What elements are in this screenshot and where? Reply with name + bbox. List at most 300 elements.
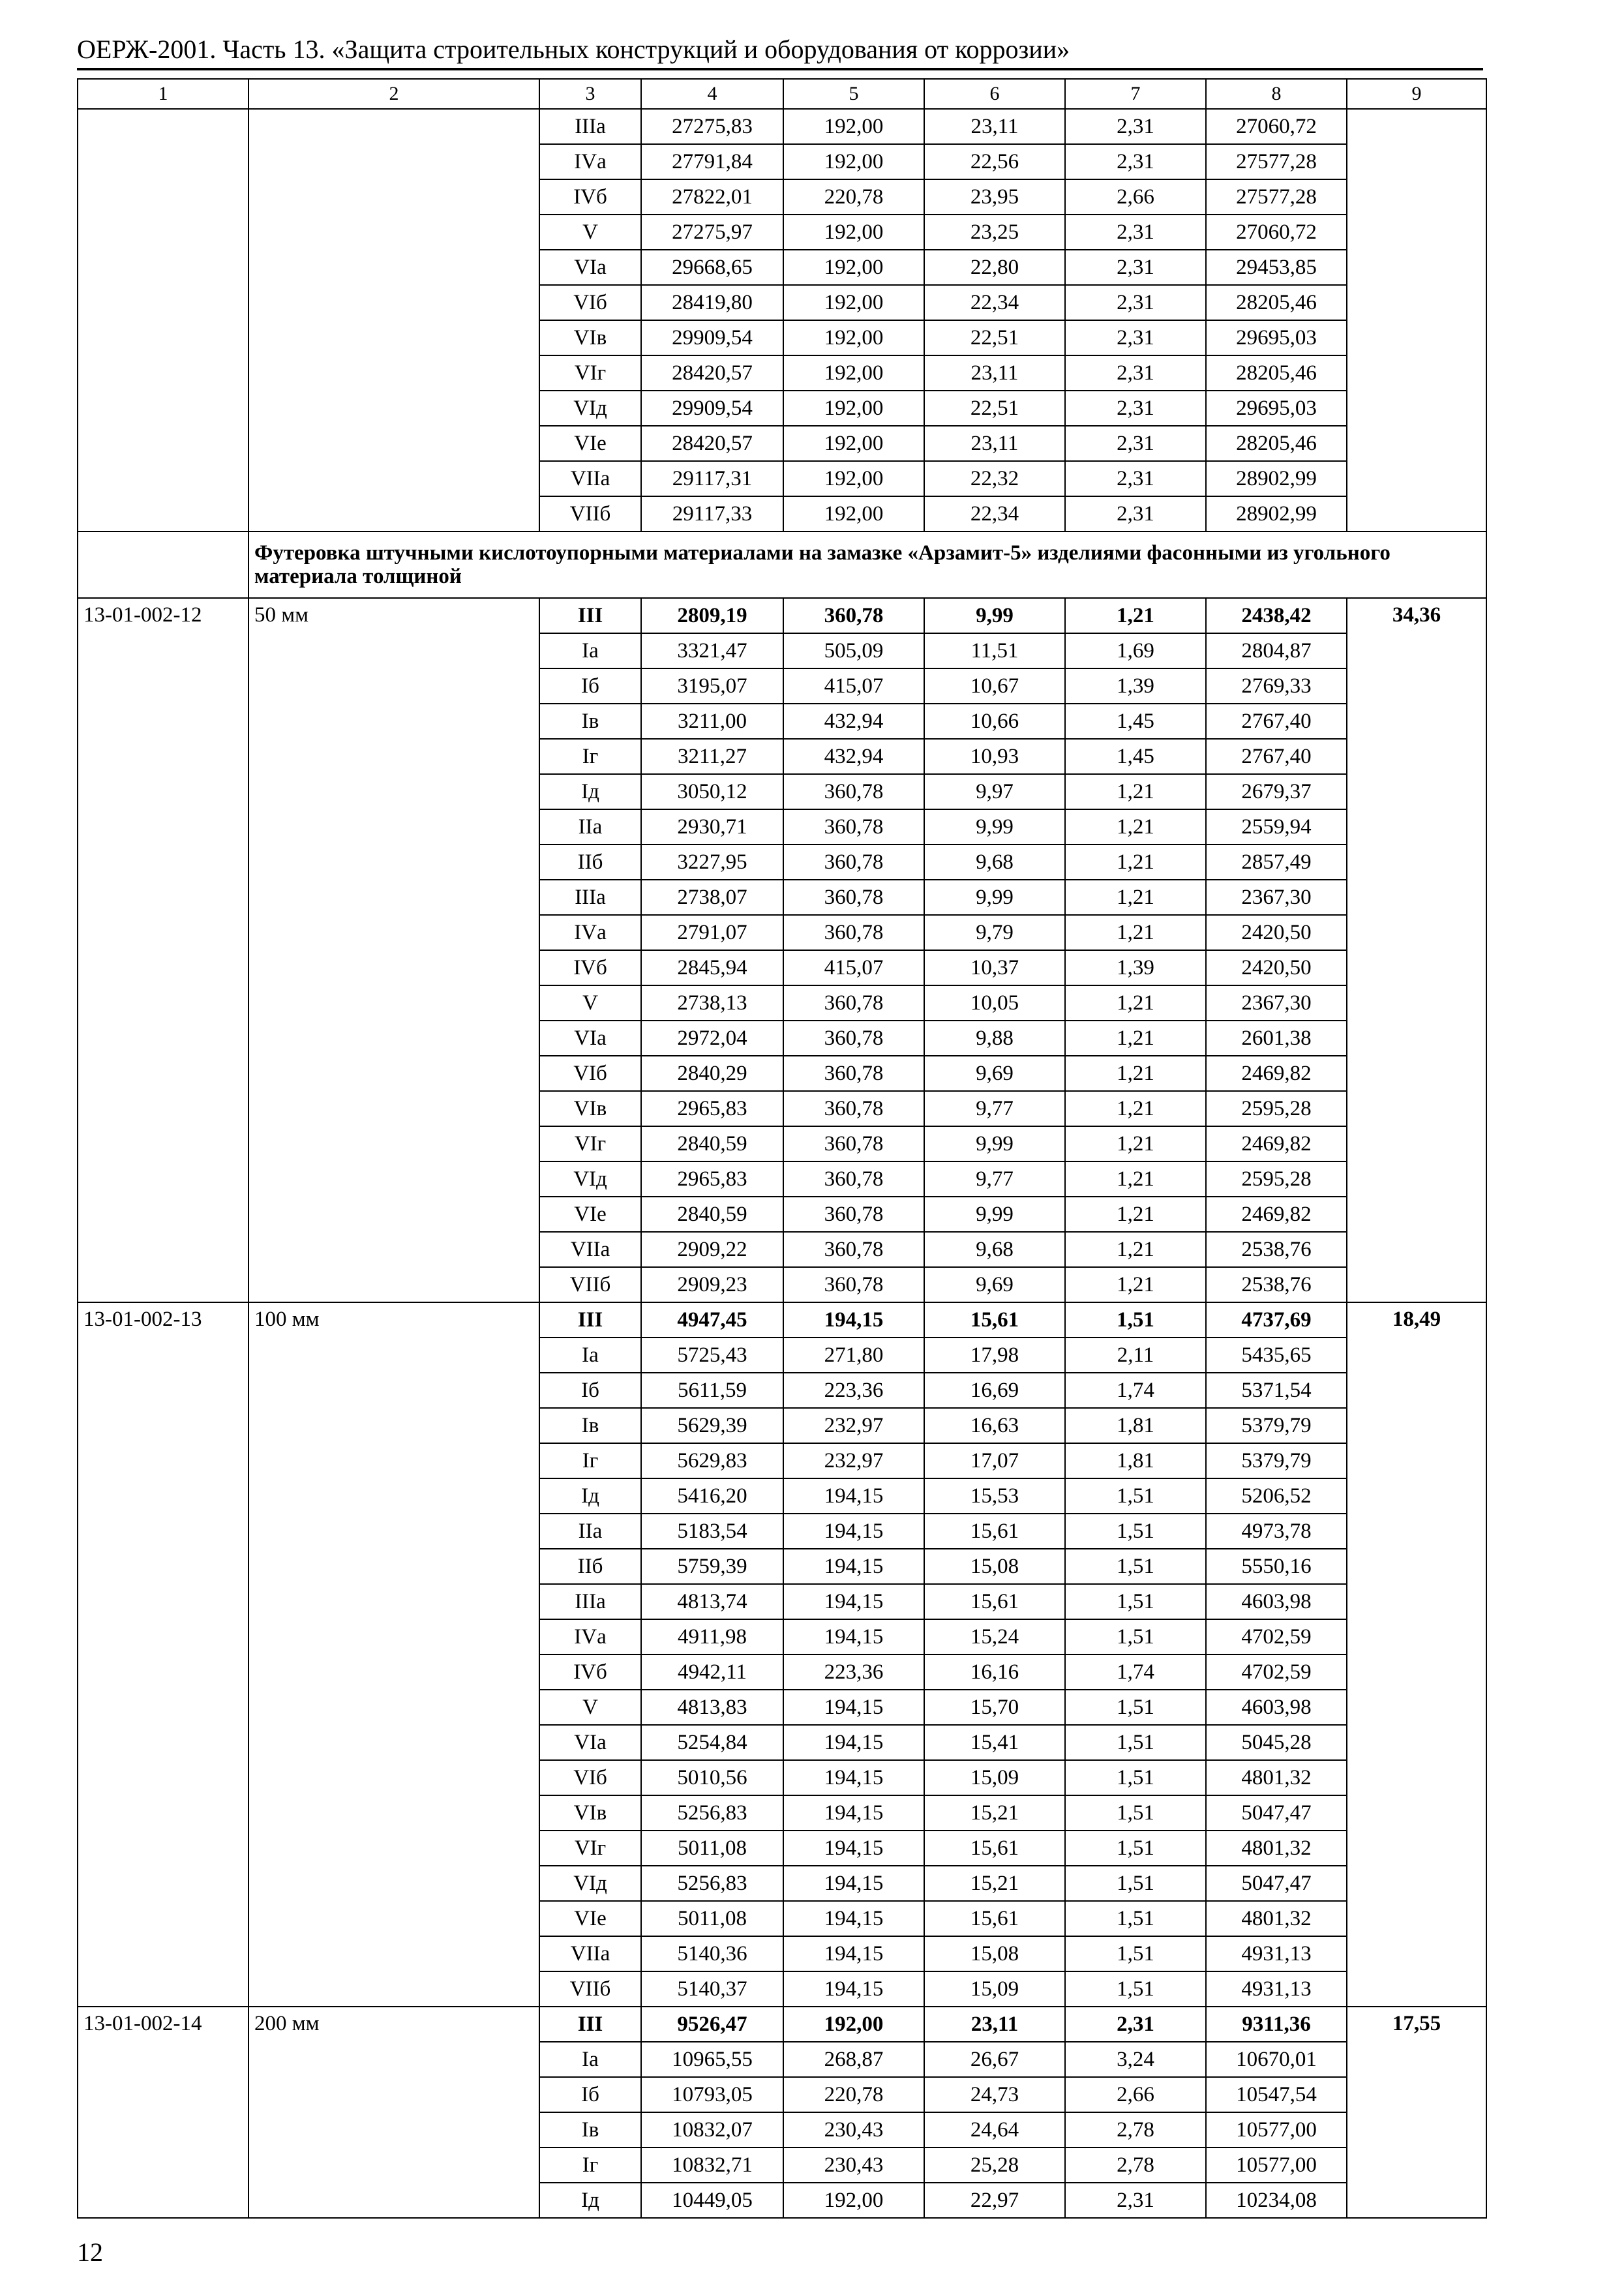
value-cell: 10832,07 bbox=[641, 2112, 783, 2147]
value-cell: 4931,13 bbox=[1206, 1971, 1347, 2007]
zone-code-cell: V bbox=[539, 1690, 641, 1725]
value-cell: 5254,84 bbox=[641, 1725, 783, 1760]
zone-code-cell: VIд bbox=[539, 391, 641, 426]
value-cell: 2601,38 bbox=[1206, 1021, 1347, 1056]
value-cell: 29117,31 bbox=[641, 461, 783, 496]
value-cell: 9,69 bbox=[924, 1056, 1065, 1091]
value-cell: 5371,54 bbox=[1206, 1373, 1347, 1408]
value-cell: 15,08 bbox=[924, 1936, 1065, 1971]
zone-code-cell: IIа bbox=[539, 1514, 641, 1549]
column-number-cell: 2 bbox=[248, 79, 539, 109]
value-cell: 2595,28 bbox=[1206, 1091, 1347, 1126]
rate-code: 13-01-002-12 bbox=[78, 598, 248, 1302]
value-cell: 4702,59 bbox=[1206, 1619, 1347, 1654]
value-cell: 1,51 bbox=[1065, 1302, 1206, 1338]
value-cell: 9,99 bbox=[924, 880, 1065, 915]
value-cell: 26,67 bbox=[924, 2042, 1065, 2077]
zone-code-cell: Iб bbox=[539, 1373, 641, 1408]
zone-code-cell: Iа bbox=[539, 2042, 641, 2077]
value-cell: 24,73 bbox=[924, 2077, 1065, 2112]
value-cell: 1,74 bbox=[1065, 1373, 1206, 1408]
column-number-cell: 3 bbox=[539, 79, 641, 109]
zone-code-cell: Iб bbox=[539, 668, 641, 704]
value-cell: 5010,56 bbox=[641, 1760, 783, 1795]
value-cell: 2,31 bbox=[1065, 355, 1206, 391]
zone-code-cell: IVб bbox=[539, 179, 641, 215]
value-cell: 2809,19 bbox=[641, 598, 783, 633]
value-cell: 10,37 bbox=[924, 950, 1065, 985]
value-cell: 2909,23 bbox=[641, 1267, 783, 1302]
value-cell: 23,95 bbox=[924, 179, 1065, 215]
value-cell: 192,00 bbox=[783, 109, 924, 144]
value-cell: 1,51 bbox=[1065, 1795, 1206, 1831]
value-cell: 2,78 bbox=[1065, 2147, 1206, 2183]
value-cell: 2420,50 bbox=[1206, 950, 1347, 985]
table-row bbox=[78, 109, 1486, 144]
value-cell: 220,78 bbox=[783, 2077, 924, 2112]
value-cell: 2840,59 bbox=[641, 1197, 783, 1232]
value-cell: 360,78 bbox=[783, 1021, 924, 1056]
zone-code-cell: Iг bbox=[539, 1443, 641, 1478]
value-cell: 4801,32 bbox=[1206, 1901, 1347, 1936]
value-cell: 16,16 bbox=[924, 1654, 1065, 1690]
value-cell: 220,78 bbox=[783, 179, 924, 215]
value-cell: 2,31 bbox=[1065, 250, 1206, 285]
zone-code-cell: Iд bbox=[539, 774, 641, 809]
value-cell: 1,21 bbox=[1065, 845, 1206, 880]
value-cell: 2,78 bbox=[1065, 2112, 1206, 2147]
value-cell: 223,36 bbox=[783, 1654, 924, 1690]
value-cell: 28902,99 bbox=[1206, 496, 1347, 531]
value-cell: 194,15 bbox=[783, 1619, 924, 1654]
value-cell: 15,61 bbox=[924, 1514, 1065, 1549]
value-cell: 15,61 bbox=[924, 1584, 1065, 1619]
value-cell: 194,15 bbox=[783, 1690, 924, 1725]
column-number-cell: 6 bbox=[924, 79, 1065, 109]
rates-table bbox=[77, 78, 1487, 2219]
value-cell: 2840,29 bbox=[641, 1056, 783, 1091]
value-cell: 2,31 bbox=[1065, 144, 1206, 179]
value-cell: 22,80 bbox=[924, 250, 1065, 285]
value-cell: 1,21 bbox=[1065, 915, 1206, 950]
code-cell-empty bbox=[78, 109, 248, 531]
column-number-cell: 5 bbox=[783, 79, 924, 109]
value-cell: 5256,83 bbox=[641, 1795, 783, 1831]
value-cell: 360,78 bbox=[783, 774, 924, 809]
value-cell: 15,61 bbox=[924, 1302, 1065, 1338]
value-cell: 23,11 bbox=[924, 426, 1065, 461]
zone-code-cell: Iд bbox=[539, 1478, 641, 1514]
value-cell: 2,66 bbox=[1065, 2077, 1206, 2112]
value-cell: 2840,59 bbox=[641, 1126, 783, 1161]
value-cell: 2767,40 bbox=[1206, 739, 1347, 774]
zone-code-cell: VIд bbox=[539, 1866, 641, 1901]
value-cell: 15,61 bbox=[924, 1831, 1065, 1866]
value-cell: 360,78 bbox=[783, 1232, 924, 1267]
zone-code-cell: VIIб bbox=[539, 1971, 641, 2007]
value-cell: 2595,28 bbox=[1206, 1161, 1347, 1197]
value-cell: 192,00 bbox=[783, 461, 924, 496]
value-cell: 27275,83 bbox=[641, 109, 783, 144]
value-cell: 29909,54 bbox=[641, 320, 783, 355]
value-cell: 1,21 bbox=[1065, 774, 1206, 809]
zone-code-cell: VIа bbox=[539, 1725, 641, 1760]
zone-code-cell: VIа bbox=[539, 250, 641, 285]
value-cell: 360,78 bbox=[783, 1091, 924, 1126]
value-cell: 28902,99 bbox=[1206, 461, 1347, 496]
value-cell: 360,78 bbox=[783, 880, 924, 915]
value-cell: 2559,94 bbox=[1206, 809, 1347, 845]
value-cell: 9,68 bbox=[924, 845, 1065, 880]
value-cell: 29453,85 bbox=[1206, 250, 1347, 285]
value-cell: 11,51 bbox=[924, 633, 1065, 668]
value-cell: 2,31 bbox=[1065, 285, 1206, 320]
thickness-label: 50 мм bbox=[248, 598, 539, 1302]
value-cell: 4911,98 bbox=[641, 1619, 783, 1654]
value-cell: 10670,01 bbox=[1206, 2042, 1347, 2077]
value-cell: 1,51 bbox=[1065, 1619, 1206, 1654]
value-cell: 1,51 bbox=[1065, 1478, 1206, 1514]
value-cell: 3211,27 bbox=[641, 739, 783, 774]
value-cell: 1,21 bbox=[1065, 985, 1206, 1021]
value-cell: 22,56 bbox=[924, 144, 1065, 179]
value-cell: 29695,03 bbox=[1206, 391, 1347, 426]
value-cell: 360,78 bbox=[783, 1056, 924, 1091]
value-cell: 4603,98 bbox=[1206, 1584, 1347, 1619]
value-cell: 192,00 bbox=[783, 250, 924, 285]
value-cell: 10793,05 bbox=[641, 2077, 783, 2112]
value-cell: 360,78 bbox=[783, 985, 924, 1021]
value-cell: 2845,94 bbox=[641, 950, 783, 985]
value-cell: 2367,30 bbox=[1206, 985, 1347, 1021]
zone-code-cell: III bbox=[539, 2007, 641, 2042]
value-cell: 27060,72 bbox=[1206, 109, 1347, 144]
value-cell: 9526,47 bbox=[641, 2007, 783, 2042]
value-cell: 194,15 bbox=[783, 1901, 924, 1936]
value-cell: 9,79 bbox=[924, 915, 1065, 950]
value-cell: 16,63 bbox=[924, 1408, 1065, 1443]
rate-code: 13-01-002-14 bbox=[78, 2007, 248, 2218]
value-cell: 27060,72 bbox=[1206, 215, 1347, 250]
zone-code-cell: IVа bbox=[539, 1619, 641, 1654]
value-cell: 1,51 bbox=[1065, 1831, 1206, 1866]
value-cell: 3050,12 bbox=[641, 774, 783, 809]
zone-code-cell: VIг bbox=[539, 1831, 641, 1866]
value-cell: 232,97 bbox=[783, 1443, 924, 1478]
value-cell: 23,11 bbox=[924, 2007, 1065, 2042]
zone-code-cell: IIб bbox=[539, 1549, 641, 1584]
value-cell: 5183,54 bbox=[641, 1514, 783, 1549]
value-cell: 5611,59 bbox=[641, 1373, 783, 1408]
value-cell: 23,11 bbox=[924, 109, 1065, 144]
rate-code: 13-01-002-13 bbox=[78, 1302, 248, 2007]
value-cell: 22,51 bbox=[924, 391, 1065, 426]
value-cell: 5011,08 bbox=[641, 1901, 783, 1936]
value-cell: 15,41 bbox=[924, 1725, 1065, 1760]
value-cell: 192,00 bbox=[783, 320, 924, 355]
value-cell: 10,67 bbox=[924, 668, 1065, 704]
col9-value: 34,36 bbox=[1347, 598, 1486, 1302]
value-cell: 15,21 bbox=[924, 1795, 1065, 1831]
value-cell: 1,21 bbox=[1065, 1091, 1206, 1126]
value-cell: 2,31 bbox=[1065, 461, 1206, 496]
value-cell: 23,11 bbox=[924, 355, 1065, 391]
value-cell: 2804,87 bbox=[1206, 633, 1347, 668]
section-title: Футеровка штучными кислотоупорными материалами на замазке «Арзамит-5» изделиями фасонными из угольного материала толщиной bbox=[248, 531, 1486, 598]
value-cell: 415,07 bbox=[783, 950, 924, 985]
value-cell: 5379,79 bbox=[1206, 1408, 1347, 1443]
zone-code-cell: III bbox=[539, 1302, 641, 1338]
value-cell: 230,43 bbox=[783, 2112, 924, 2147]
value-cell: 5206,52 bbox=[1206, 1478, 1347, 1514]
zone-code-cell: IVа bbox=[539, 915, 641, 950]
zone-code-cell: VIд bbox=[539, 1161, 641, 1197]
value-cell: 5629,83 bbox=[641, 1443, 783, 1478]
value-cell: 4813,83 bbox=[641, 1690, 783, 1725]
zone-code-cell: IIа bbox=[539, 809, 641, 845]
value-cell: 24,64 bbox=[924, 2112, 1065, 2147]
value-cell: 2,31 bbox=[1065, 320, 1206, 355]
value-cell: 10234,08 bbox=[1206, 2183, 1347, 2218]
value-cell: 232,97 bbox=[783, 1408, 924, 1443]
page-header: ОЕРЖ-2001. Часть 13. «Защита строительных конструкций и оборудования от коррозии» bbox=[77, 35, 1070, 64]
value-cell: 22,34 bbox=[924, 496, 1065, 531]
zone-code-cell: VIб bbox=[539, 1760, 641, 1795]
value-cell: 10577,00 bbox=[1206, 2147, 1347, 2183]
value-cell: 10,66 bbox=[924, 704, 1065, 739]
value-cell: 194,15 bbox=[783, 1971, 924, 2007]
value-cell: 28205,46 bbox=[1206, 285, 1347, 320]
value-cell: 1,39 bbox=[1065, 950, 1206, 985]
zone-code-cell: Iд bbox=[539, 2183, 641, 2218]
zone-code-cell: VIб bbox=[539, 1056, 641, 1091]
table-row bbox=[78, 2007, 1486, 2042]
value-cell: 15,24 bbox=[924, 1619, 1065, 1654]
value-cell: 1,39 bbox=[1065, 668, 1206, 704]
value-cell: 23,25 bbox=[924, 215, 1065, 250]
zone-code-cell: VIIа bbox=[539, 461, 641, 496]
value-cell: 10577,00 bbox=[1206, 2112, 1347, 2147]
value-cell: 2857,49 bbox=[1206, 845, 1347, 880]
value-cell: 2,31 bbox=[1065, 109, 1206, 144]
value-cell: 5416,20 bbox=[641, 1478, 783, 1514]
column-numbers-header bbox=[78, 79, 1486, 109]
value-cell: 10965,55 bbox=[641, 2042, 783, 2077]
value-cell: 5140,37 bbox=[641, 1971, 783, 2007]
zone-code-cell: Iб bbox=[539, 2077, 641, 2112]
value-cell: 360,78 bbox=[783, 1161, 924, 1197]
zone-code-cell: IVб bbox=[539, 1654, 641, 1690]
value-cell: 230,43 bbox=[783, 2147, 924, 2183]
value-cell: 1,21 bbox=[1065, 809, 1206, 845]
value-cell: 1,51 bbox=[1065, 1514, 1206, 1549]
value-cell: 5047,47 bbox=[1206, 1795, 1347, 1831]
value-cell: 360,78 bbox=[783, 1267, 924, 1302]
value-cell: 1,45 bbox=[1065, 739, 1206, 774]
value-cell: 192,00 bbox=[783, 215, 924, 250]
value-cell: 15,21 bbox=[924, 1866, 1065, 1901]
value-cell: 360,78 bbox=[783, 915, 924, 950]
value-cell: 5045,28 bbox=[1206, 1725, 1347, 1760]
value-cell: 10832,71 bbox=[641, 2147, 783, 2183]
value-cell: 192,00 bbox=[783, 2007, 924, 2042]
value-cell: 194,15 bbox=[783, 1795, 924, 1831]
value-cell: 192,00 bbox=[783, 285, 924, 320]
value-cell: 5725,43 bbox=[641, 1338, 783, 1373]
value-cell: 223,36 bbox=[783, 1373, 924, 1408]
value-cell: 3227,95 bbox=[641, 845, 783, 880]
section-spacer bbox=[78, 531, 248, 598]
value-cell: 9311,36 bbox=[1206, 2007, 1347, 2042]
value-cell: 3321,47 bbox=[641, 633, 783, 668]
value-cell: 194,15 bbox=[783, 1936, 924, 1971]
value-cell: 268,87 bbox=[783, 2042, 924, 2077]
value-cell: 27822,01 bbox=[641, 179, 783, 215]
value-cell: 1,21 bbox=[1065, 1267, 1206, 1302]
value-cell: 15,70 bbox=[924, 1690, 1065, 1725]
thickness-label: 100 мм bbox=[248, 1302, 539, 2007]
value-cell: 2538,76 bbox=[1206, 1267, 1347, 1302]
column-number-cell: 7 bbox=[1065, 79, 1206, 109]
value-cell: 10,05 bbox=[924, 985, 1065, 1021]
value-cell: 1,21 bbox=[1065, 1161, 1206, 1197]
value-cell: 3211,00 bbox=[641, 704, 783, 739]
value-cell: 28205,46 bbox=[1206, 355, 1347, 391]
value-cell: 1,21 bbox=[1065, 1126, 1206, 1161]
zone-code-cell: VIб bbox=[539, 285, 641, 320]
value-cell: 2,11 bbox=[1065, 1338, 1206, 1373]
col9-cell-empty bbox=[1347, 109, 1486, 531]
value-cell: 4603,98 bbox=[1206, 1690, 1347, 1725]
value-cell: 9,68 bbox=[924, 1232, 1065, 1267]
value-cell: 2420,50 bbox=[1206, 915, 1347, 950]
value-cell: 2679,37 bbox=[1206, 774, 1347, 809]
value-cell: 4801,32 bbox=[1206, 1831, 1347, 1866]
value-cell: 29668,65 bbox=[641, 250, 783, 285]
value-cell: 4942,11 bbox=[641, 1654, 783, 1690]
value-cell: 2469,82 bbox=[1206, 1126, 1347, 1161]
value-cell: 1,51 bbox=[1065, 1690, 1206, 1725]
value-cell: 360,78 bbox=[783, 809, 924, 845]
value-cell: 2367,30 bbox=[1206, 880, 1347, 915]
value-cell: 9,88 bbox=[924, 1021, 1065, 1056]
value-cell: 1,51 bbox=[1065, 1936, 1206, 1971]
value-cell: 192,00 bbox=[783, 391, 924, 426]
value-cell: 1,51 bbox=[1065, 1760, 1206, 1795]
table-row bbox=[78, 1302, 1486, 1338]
value-cell: 5379,79 bbox=[1206, 1443, 1347, 1478]
value-cell: 2,31 bbox=[1065, 2183, 1206, 2218]
value-cell: 28419,80 bbox=[641, 285, 783, 320]
column-number-cell: 8 bbox=[1206, 79, 1347, 109]
value-cell: 194,15 bbox=[783, 1584, 924, 1619]
zone-code-cell: VIв bbox=[539, 1795, 641, 1831]
value-cell: 9,69 bbox=[924, 1267, 1065, 1302]
zone-code-cell: Iв bbox=[539, 704, 641, 739]
col9-value: 17,55 bbox=[1347, 2007, 1486, 2218]
value-cell: 1,21 bbox=[1065, 1197, 1206, 1232]
value-cell: 432,94 bbox=[783, 704, 924, 739]
value-cell: 4702,59 bbox=[1206, 1654, 1347, 1690]
value-cell: 28420,57 bbox=[641, 355, 783, 391]
value-cell: 10547,54 bbox=[1206, 2077, 1347, 2112]
value-cell: 194,15 bbox=[783, 1760, 924, 1795]
value-cell: 2538,76 bbox=[1206, 1232, 1347, 1267]
value-cell: 28205,46 bbox=[1206, 426, 1347, 461]
value-cell: 4813,74 bbox=[641, 1584, 783, 1619]
value-cell: 2,31 bbox=[1065, 391, 1206, 426]
value-cell: 360,78 bbox=[783, 1197, 924, 1232]
value-cell: 27275,97 bbox=[641, 215, 783, 250]
value-cell: 360,78 bbox=[783, 598, 924, 633]
value-cell: 1,74 bbox=[1065, 1654, 1206, 1690]
value-cell: 5047,47 bbox=[1206, 1866, 1347, 1901]
value-cell: 27577,28 bbox=[1206, 144, 1347, 179]
value-cell: 9,99 bbox=[924, 1197, 1065, 1232]
value-cell: 25,28 bbox=[924, 2147, 1065, 2183]
value-cell: 2438,42 bbox=[1206, 598, 1347, 633]
value-cell: 1,81 bbox=[1065, 1408, 1206, 1443]
value-cell: 194,15 bbox=[783, 1302, 924, 1338]
zone-code-cell: VIе bbox=[539, 1197, 641, 1232]
value-cell: 5140,36 bbox=[641, 1936, 783, 1971]
value-cell: 194,15 bbox=[783, 1478, 924, 1514]
value-cell: 360,78 bbox=[783, 1126, 924, 1161]
value-cell: 2,31 bbox=[1065, 426, 1206, 461]
header-rule bbox=[77, 68, 1483, 70]
zone-code-cell: IVа bbox=[539, 144, 641, 179]
value-cell: 2930,71 bbox=[641, 809, 783, 845]
value-cell: 194,15 bbox=[783, 1549, 924, 1584]
col9-value: 18,49 bbox=[1347, 1302, 1486, 2007]
value-cell: 1,21 bbox=[1065, 598, 1206, 633]
zone-code-cell: VIг bbox=[539, 1126, 641, 1161]
value-cell: 16,69 bbox=[924, 1373, 1065, 1408]
value-cell: 360,78 bbox=[783, 845, 924, 880]
value-cell: 4947,45 bbox=[641, 1302, 783, 1338]
value-cell: 192,00 bbox=[783, 2183, 924, 2218]
value-cell: 2965,83 bbox=[641, 1091, 783, 1126]
value-cell: 2,31 bbox=[1065, 496, 1206, 531]
value-cell: 2769,33 bbox=[1206, 668, 1347, 704]
value-cell: 2965,83 bbox=[641, 1161, 783, 1197]
value-cell: 5759,39 bbox=[641, 1549, 783, 1584]
value-cell: 29909,54 bbox=[641, 391, 783, 426]
value-cell: 2738,07 bbox=[641, 880, 783, 915]
value-cell: 192,00 bbox=[783, 144, 924, 179]
zone-code-cell: IVб bbox=[539, 950, 641, 985]
value-cell: 194,15 bbox=[783, 1866, 924, 1901]
zone-code-cell: V bbox=[539, 215, 641, 250]
value-cell: 15,08 bbox=[924, 1549, 1065, 1584]
value-cell: 1,51 bbox=[1065, 1971, 1206, 2007]
zone-code-cell: VIе bbox=[539, 1901, 641, 1936]
zone-code-cell: Iв bbox=[539, 2112, 641, 2147]
value-cell: 22,51 bbox=[924, 320, 1065, 355]
value-cell: 192,00 bbox=[783, 355, 924, 391]
value-cell: 2767,40 bbox=[1206, 704, 1347, 739]
value-cell: 3,24 bbox=[1065, 2042, 1206, 2077]
value-cell: 17,07 bbox=[924, 1443, 1065, 1478]
value-cell: 192,00 bbox=[783, 426, 924, 461]
zone-code-cell: VIе bbox=[539, 426, 641, 461]
zone-code-cell: IIIа bbox=[539, 880, 641, 915]
zone-code-cell: V bbox=[539, 985, 641, 1021]
value-cell: 2738,13 bbox=[641, 985, 783, 1021]
value-cell: 9,77 bbox=[924, 1161, 1065, 1197]
value-cell: 5550,16 bbox=[1206, 1549, 1347, 1584]
value-cell: 29117,33 bbox=[641, 496, 783, 531]
